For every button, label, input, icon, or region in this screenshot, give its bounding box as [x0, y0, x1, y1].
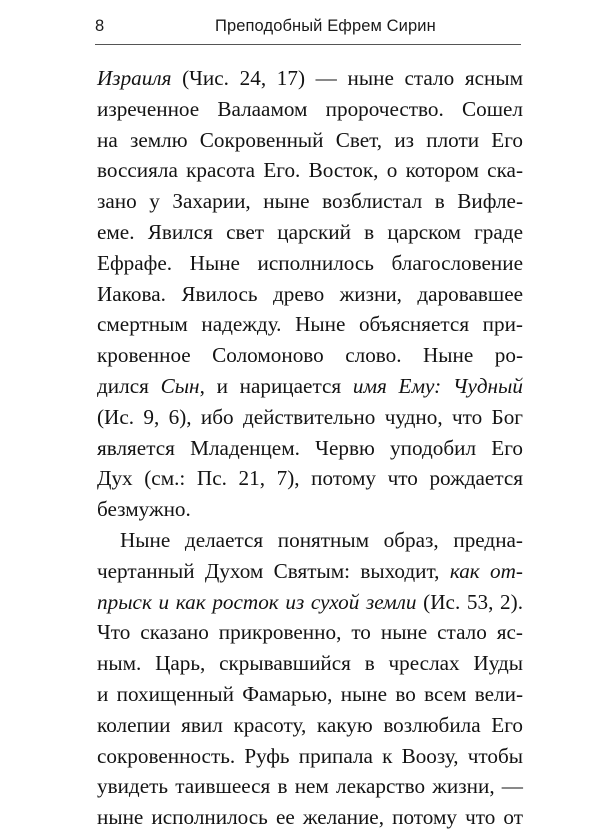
italic-text: Сын: [160, 373, 200, 398]
text-segment: смертным надежду. Ныне объясняется при-: [97, 312, 523, 337]
text-line: [97, 94, 523, 125]
text-line: [97, 125, 523, 156]
page-number: 8: [95, 17, 105, 35]
text-line: [97, 617, 523, 648]
text-line: [97, 340, 523, 371]
header-rule: [95, 44, 521, 45]
text-line: [97, 587, 523, 618]
text-segment: ныне исполнилось ее желание, потому что от: [97, 805, 523, 830]
text-segment: Ныне делается понятным образ, предна-: [120, 527, 523, 552]
text-segment: Ефрафе. Ныне исполнилось благословение: [97, 250, 523, 275]
text-line: [97, 771, 523, 802]
text-line: [97, 217, 523, 248]
text-segment: (Чис. 24, 17) — ныне стало ясным: [171, 66, 523, 90]
text-line: [97, 433, 523, 464]
running-title: Преподобный Ефрем Сирин: [215, 17, 436, 35]
text-segment: колепии явил красоту, какую возлюбила Его: [97, 712, 523, 737]
text-segment: еме. Явился свет царский в царском граде: [97, 219, 523, 244]
text-segment: безмужно.: [97, 497, 191, 522]
text-segment: зано у Захарии, ныне возблистал в Вифле-: [97, 189, 523, 214]
text-line: [97, 741, 523, 772]
text-line: [97, 279, 523, 310]
text-line: [97, 63, 523, 94]
italic-text: Израиля: [97, 66, 172, 90]
text-segment: увидеть таившееся в нем лекарство жизни, —: [97, 774, 523, 799]
text-segment: дился: [97, 373, 161, 398]
text-segment: изреченное Валаамом пророчество. Сошел: [97, 96, 523, 121]
text-segment: , и нарицается: [199, 373, 353, 398]
italic-text: прыск и как росток из сухой земли: [97, 589, 417, 614]
text-segment: Иакова. Явилось древо жизни, даровавшее: [97, 281, 523, 306]
text-line: [97, 802, 523, 833]
text-line: [97, 494, 523, 525]
text-line: [97, 463, 523, 494]
text-line: [97, 710, 523, 741]
text-segment: сокровенность. Руфь припала к Воозу, чтобы: [97, 743, 523, 768]
paragraph: [97, 63, 523, 525]
text-segment: Что сказано прикровенно, то ныне стало яс-: [97, 620, 523, 645]
text-line: [97, 371, 523, 402]
text-segment: кровенное Соломоново слово. Ныне ро-: [97, 343, 523, 368]
text-line: [97, 155, 523, 186]
text-segment: (Ис. 9, 6), ибо действительно чудно, что Бог: [97, 404, 523, 429]
paragraph: [97, 525, 523, 833]
text-segment: (Ис. 53, 2).: [416, 589, 523, 614]
text-line: [97, 648, 523, 679]
text-segment: ным. Царь, скрывавшийся в чреслах Иуды: [97, 651, 523, 676]
body-text: [97, 63, 523, 833]
text-segment: является Младенцем. Червю уподобил Его: [97, 435, 523, 460]
text-line: [97, 309, 523, 340]
italic-text: как от-: [449, 558, 523, 583]
text-line: [97, 186, 523, 217]
text-line: [97, 525, 523, 556]
text-segment: на землю Сокровенный Свет, из плоти Его: [97, 127, 523, 152]
text-line: [97, 679, 523, 710]
text-line: [97, 248, 523, 279]
text-line: [97, 402, 523, 433]
running-header: [95, 13, 515, 39]
text-line: [97, 556, 523, 587]
text-segment: чертанный Духом Святым: выходит,: [97, 558, 450, 583]
text-segment: и похищенный Фамарью, ныне во всем вели-: [97, 681, 523, 706]
text-segment: Дух (см.: Пс. 21, 7), потому что рождается: [97, 466, 523, 491]
text-segment: воссияла красота Его. Восток, о котором ска-: [97, 158, 523, 183]
italic-text: имя Ему: Чудный: [352, 373, 523, 398]
